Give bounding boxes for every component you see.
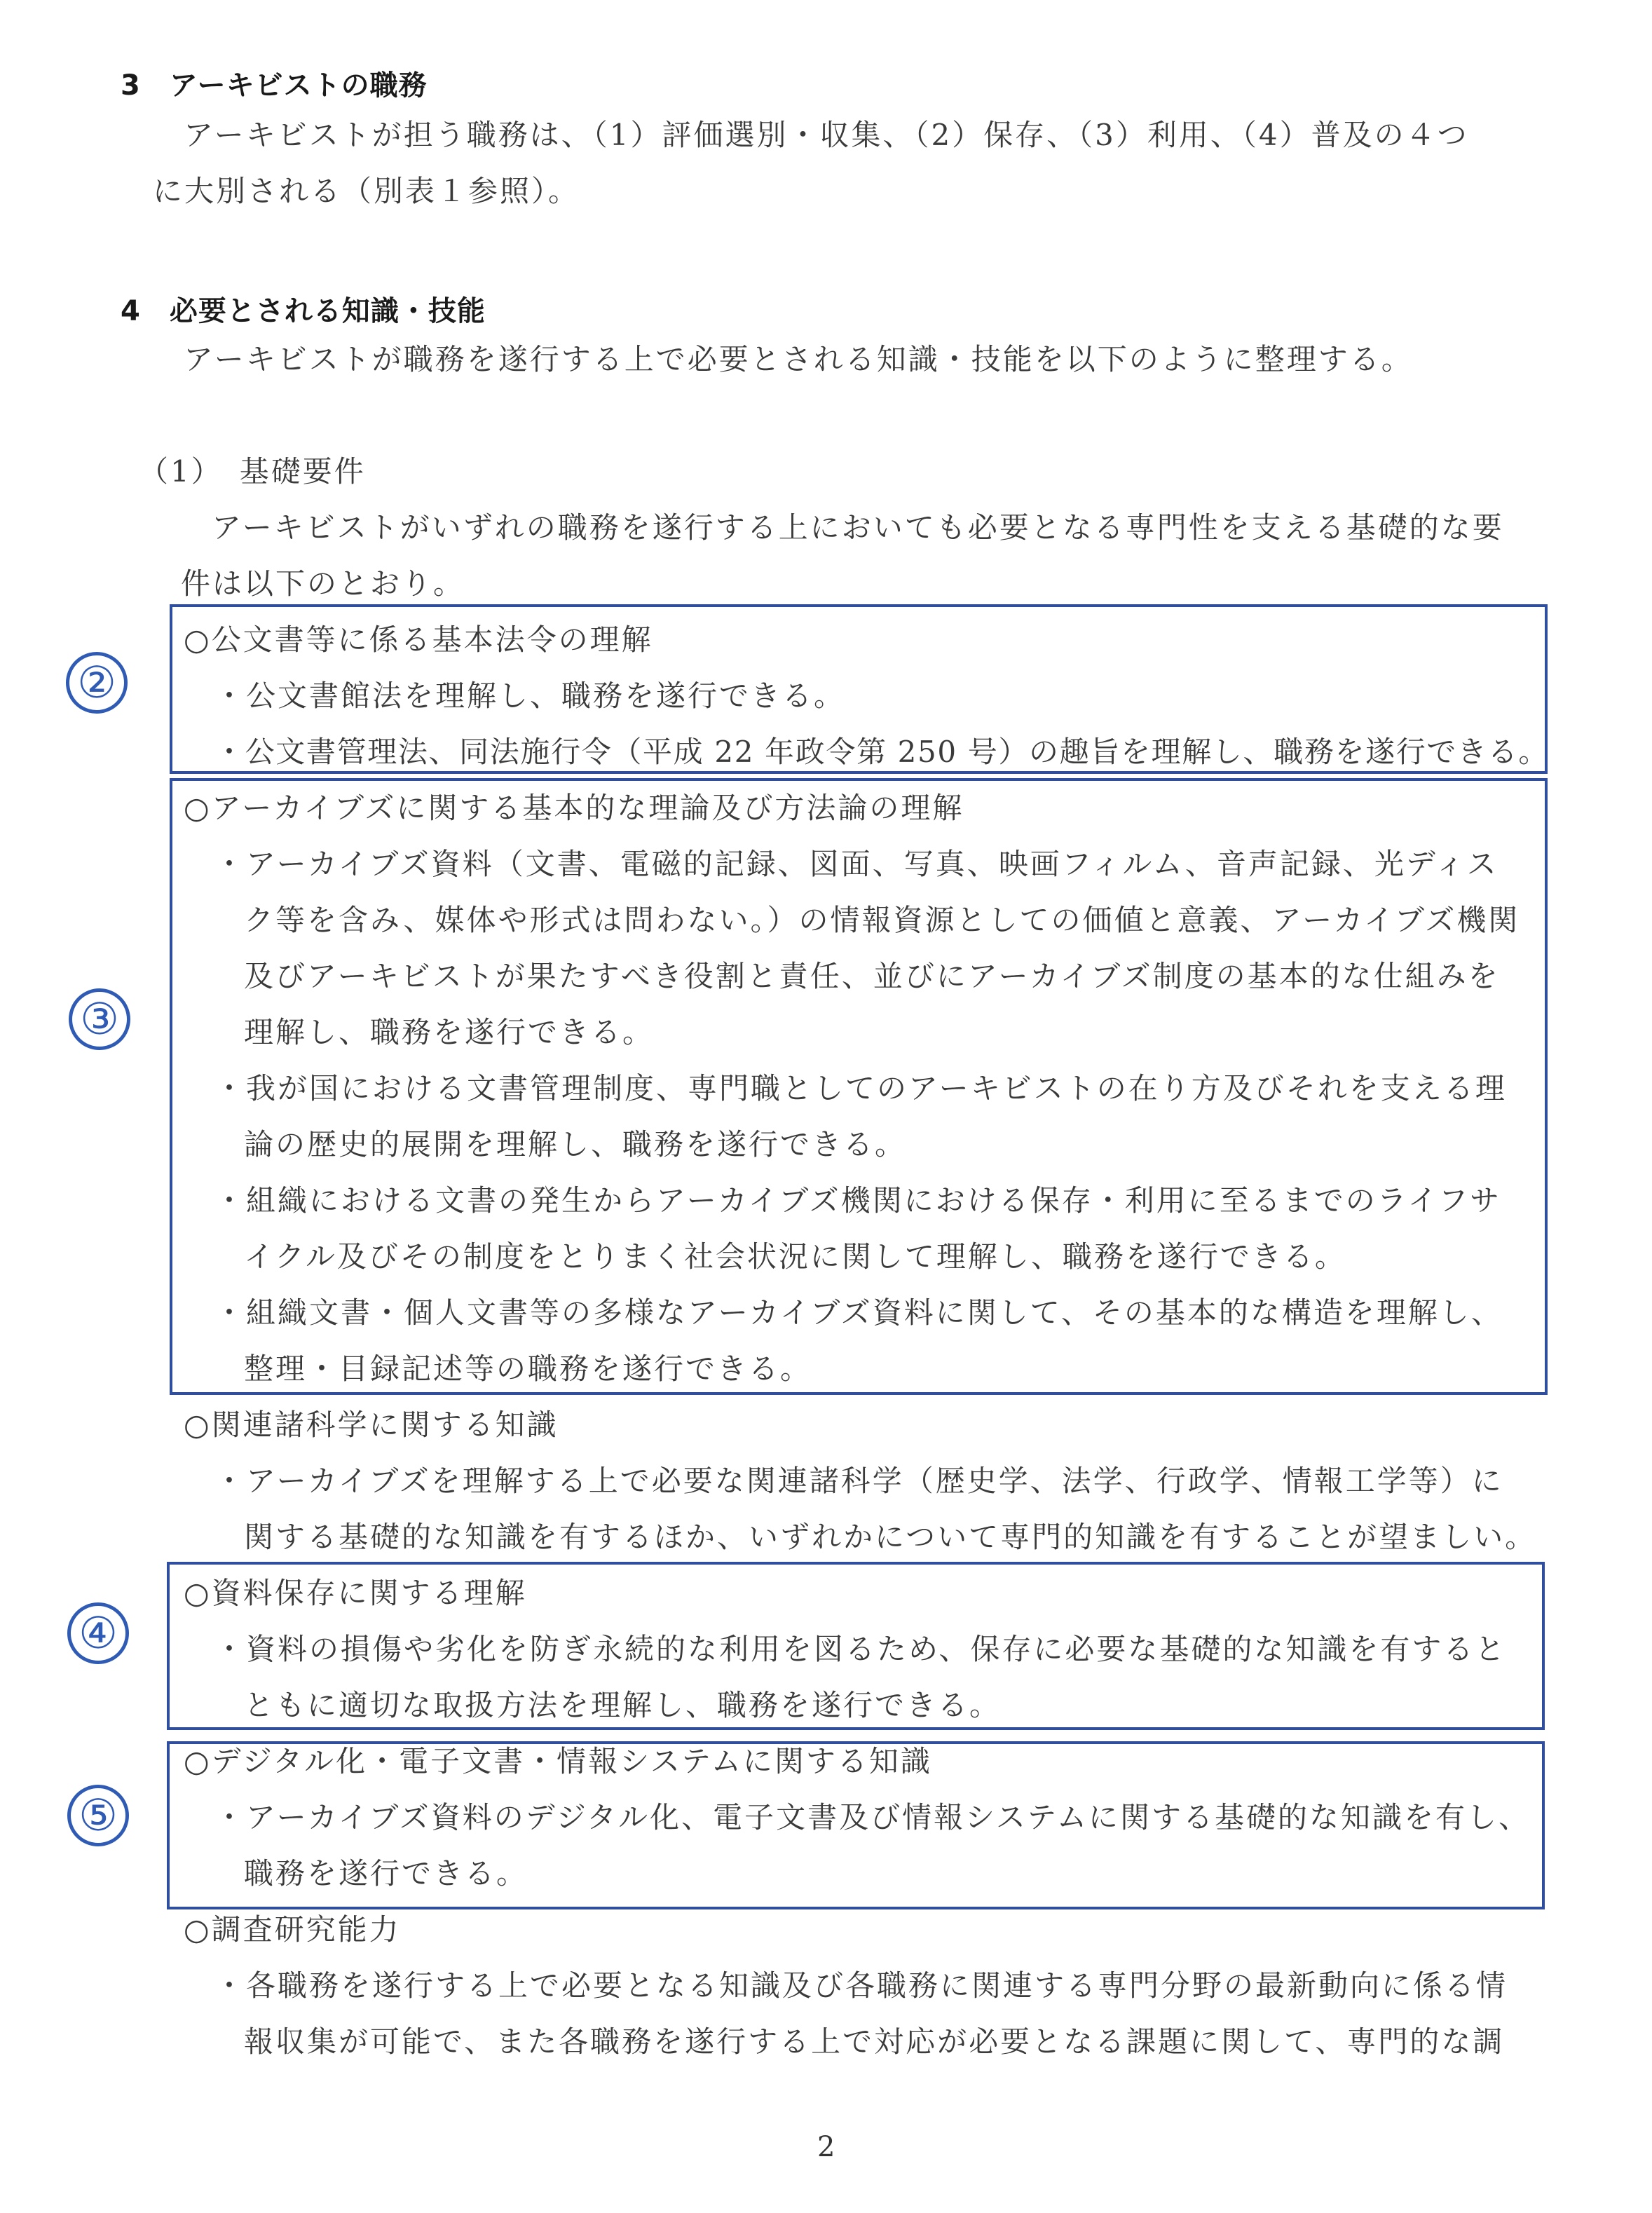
section-3-body-line-2: に大別される（別表１参照）。 <box>153 174 580 208</box>
item-theory-bullet-1-line-1: ・アーカイブズ資料（文書、電磁的記録、図面、写真、映画フィルム、音声記録、光ディス <box>214 847 1499 881</box>
section-3-body-line-1: アーキビストが担う職務は、（1）評価選別・収集、（2）保存、（3）利用、（4）普及の４つ <box>184 118 1469 152</box>
item-related-bullet-line-2: 関する基礎的な知識を有するほか、いずれかについて専門的知識を有することが望ましい。 <box>244 1520 1537 1554</box>
subsection-1-intro-line-1: アーキビストがいずれの職務を遂行する上においても必要となる専門性を支える基礎的な要 <box>212 510 1504 545</box>
item-research-title: ○調査研究能力 <box>184 1912 401 1947</box>
item-digital-title: ○デジタル化・電子文書・情報システムに関する知識 <box>184 1744 932 1778</box>
circled-number-2-marker: ② <box>66 652 128 714</box>
subsection-1-intro-line-2: 件は以下のとおり。 <box>181 566 465 601</box>
item-theory-bullet-3-line-1: ・組織における文書の発生からアーカイブズ機関における保存・利用に至るまでのライフサ <box>214 1183 1502 1218</box>
item-related-title: ○関連諸科学に関する知識 <box>184 1408 559 1442</box>
circled-number-3-marker: ③ <box>69 988 130 1050</box>
item-digital-bullet-line-1: ・アーカイブズ資料のデジタル化、電子文書及び情報システムに関する基礎的な知識を有し、 <box>214 1800 1530 1834</box>
item-theory-title: ○アーカイブズに関する基本的な理論及び方法論の理解 <box>184 791 964 825</box>
item-theory-bullet-1-line-4: 理解し、職務を遂行できる。 <box>244 1015 655 1049</box>
item-theory-bullet-2-line-1: ・我が国における文書管理制度、専門職としてのアーキビストの在り方及びそれを支える理 <box>214 1071 1507 1105</box>
item-theory-bullet-2-line-2: 論の歴史的展開を理解し、職務を遂行できる。 <box>244 1127 907 1162</box>
circled-number-4-marker: ④ <box>67 1602 129 1664</box>
item-research-bullet-line-2: 報収集が可能で、また各職務を遂行する上で対応が必要となる課題に関して、専門的な調 <box>244 2024 1505 2059</box>
item-theory-bullet-4-line-2: 整理・目録記述等の職務を遂行できる。 <box>244 1351 812 1386</box>
item-law-bullet-1: ・公文書館法を理解し、職務を遂行できる。 <box>214 679 846 713</box>
item-related-bullet-line-1: ・アーカイブズを理解する上で必要な関連諸科学（歴史学、法学、行政学、情報工学等）に <box>214 1464 1503 1498</box>
item-preservation-bullet-line-1: ・資料の損傷や劣化を防ぎ永続的な利用を図るため、保存に必要な基礎的な知識を有すると <box>214 1632 1507 1666</box>
circled-number-5-marker: ⑤ <box>67 1785 129 1846</box>
item-preservation-title: ○資料保存に関する理解 <box>184 1576 527 1610</box>
item-law-title: ○公文書等に係る基本法令の理解 <box>184 622 653 657</box>
item-digital-bullet-line-2: 職務を遂行できる。 <box>244 1856 528 1891</box>
item-preservation-bullet-line-2: ともに適切な取扱方法を理解し、職務を遂行できる。 <box>244 1688 1002 1722</box>
item-theory-bullet-4-line-1: ・組織文書・個人文書等の多様なアーカイブズ資料に関して、その基本的な構造を理解し、 <box>214 1295 1503 1330</box>
page-number: 2 <box>817 2131 835 2163</box>
subsection-1-heading: （1） 基礎要件 <box>139 454 366 489</box>
section-4-body: アーキビストが職務を遂行する上で必要とされる知識・技能を以下のように整理する。 <box>184 342 1413 376</box>
item-theory-bullet-1-line-3: 及びアーキビストが果たすべき役割と責任、並びにアーカイブズ制度の基本的な仕組みを <box>244 959 1500 993</box>
section-3-heading: 3 アーキビストの職務 <box>121 69 428 102</box>
section-4-heading: 4 必要とされる知識・技能 <box>121 295 486 327</box>
item-theory-bullet-1-line-2: ク等を含み、媒体や形式は問わない。）の情報資源としての価値と意義、アーカイブズ機関 <box>244 903 1520 937</box>
item-law-bullet-2: ・公文書管理法、同法施行令（平成 22 年政令第 250 号）の趣旨を理解し、職務を遂行できる。 <box>214 735 1549 769</box>
item-theory-bullet-3-line-2: イクル及びその制度をとりまく社会状況に関して理解し、職務を遂行できる。 <box>244 1239 1346 1274</box>
item-research-bullet-line-1: ・各職務を遂行する上で必要となる知識及び各職務に関連する専門分野の最新動向に係る情 <box>214 1968 1508 2003</box>
